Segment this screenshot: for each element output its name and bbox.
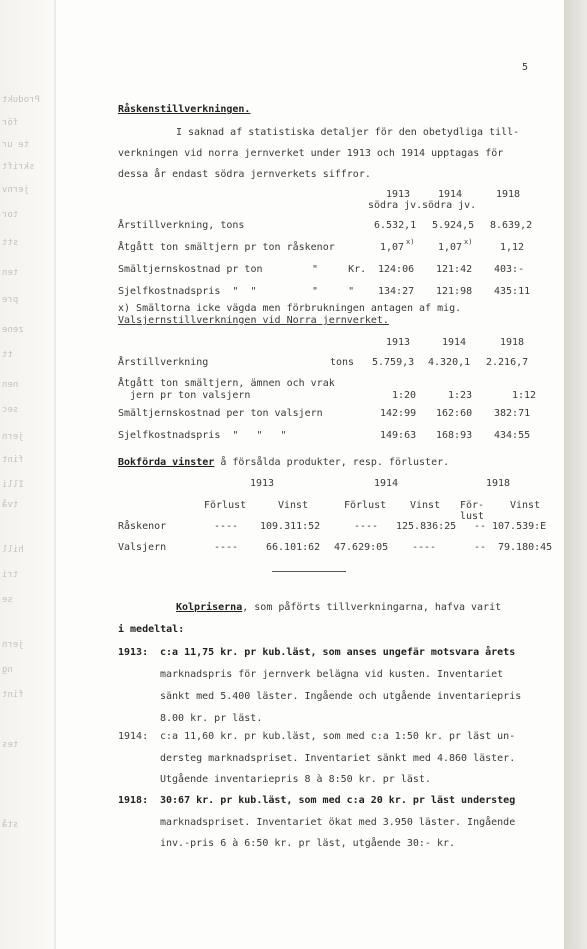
cell-value: ---- — [412, 542, 437, 553]
year-header: 1914 — [438, 189, 463, 200]
cell-value: 434:55 — [494, 430, 531, 441]
row-label: Sjelfkostnadspris " " " — [118, 430, 287, 441]
cell-value: 162:60 — [436, 408, 473, 419]
row-label: Smältjernskostnad per ton valsjern — [118, 408, 323, 419]
section-title-raskenor: Råskenstillverkningen. — [118, 104, 251, 115]
cell-value: 382:71 — [494, 408, 531, 419]
cell-value: 4.320,1 — [428, 357, 471, 368]
row-label: Årstillverkning — [118, 357, 209, 368]
section-title-kolpriser-rest: , som påförts tillverkningarna, hafva varit — [242, 602, 502, 613]
cell-value: 1:20 — [392, 390, 417, 401]
cell-value: 134:27 — [378, 286, 415, 297]
cell-value: 149:63 — [380, 430, 417, 441]
col-head: lust — [460, 511, 485, 522]
cell-value: 142:99 — [380, 408, 417, 419]
cell-value: 1:23 — [448, 390, 473, 401]
section-title-kolpriser — [176, 602, 501, 614]
cell-value: 1,07 — [438, 242, 463, 253]
section-title-kolpriser-underlined: Kolpriserna — [176, 602, 243, 613]
entry-line: marknadspriset. Inventariet ökat med 3.950 läster. Ingående — [160, 817, 516, 828]
subheader: södra jv. — [422, 200, 477, 211]
row-unit: tons — [330, 357, 355, 368]
intro-line: verkningen vid norra jernverket under 1913 och 1914 upptagas för — [118, 148, 504, 159]
cell-value: 2.216,7 — [486, 357, 529, 368]
cell-value: 125.836:25 — [396, 521, 457, 532]
section-title-valsjern: Valsjernstillverkningen vid Norra jernverket. — [118, 315, 389, 326]
cell-value: 6.532,1 — [374, 220, 417, 231]
year-header: 1914 — [374, 478, 399, 489]
cell-value: 79.180:45 — [498, 542, 553, 553]
row-label: Åtgått ton smältjern, ämnen och vrak — [118, 378, 335, 389]
row-label: Sjelfkostnadspris " " — [118, 286, 257, 297]
section-title-vinster — [118, 457, 449, 469]
col-head: Förlust — [204, 500, 247, 511]
entry-line: sänkt med 5.400 läster. Ingående och utgående inventariepris — [160, 691, 522, 702]
year-header: 1913 — [386, 337, 411, 348]
entry-line: 8.00 kr. pr läst. — [160, 713, 263, 724]
cell-value: 8.639,2 — [490, 220, 533, 231]
cell-value: 121:98 — [436, 286, 473, 297]
cell-value: 403:- — [494, 264, 525, 275]
row-label-cont: jern pr ton valsjern — [130, 390, 251, 401]
cell-value: 435:11 — [494, 286, 531, 297]
cell-value: 5.924,5 — [432, 220, 475, 231]
entry-line: marknadspris för jernverk belägna vid kusten. Inventariet — [160, 669, 504, 680]
subheader: södra jv. — [368, 200, 423, 211]
entry-line: Utgående inventariepris 8 à 8:50 kr. pr läst. — [160, 774, 431, 785]
row-unit: " Kr. — [312, 264, 367, 275]
col-head: Vinst — [278, 500, 309, 511]
cell-value: 1,12 — [500, 242, 525, 253]
entry-line: c:a 11,75 kr. pr kub.läst, som anses ungefär motsvara årets — [160, 647, 516, 658]
intro-line: dessa år endast södra jernverkets siffror. — [118, 169, 371, 180]
col-head: Förlust — [344, 500, 387, 511]
year-header: 1918 — [486, 478, 511, 489]
footnote-mark: x) — [464, 238, 473, 246]
row-label: Råskenor — [118, 521, 167, 532]
intro-line: i medeltal: — [118, 624, 185, 635]
entry-line: 30:67 kr. pr kub.läst, som med c:a 20 kr. pr läst understeg — [160, 795, 516, 806]
separator-line — [272, 571, 346, 572]
footnote: x) Smältorna icke vägda men förbrukningen antagen af mig. — [118, 303, 462, 314]
row-label: Årstillverkning, tons — [118, 220, 245, 231]
entry-year: 1913: — [118, 647, 149, 658]
col-head: Vinst — [510, 500, 541, 511]
cell-value: 107.539:E — [492, 521, 547, 532]
year-header: 1918 — [500, 337, 525, 348]
cell-value: ---- — [214, 542, 239, 553]
col-head: Vinst — [410, 500, 441, 511]
row-label: Smältjernskostnad pr ton — [118, 264, 263, 275]
section-title-vinster-underlined: Bokförda vinster — [118, 457, 215, 468]
cell-value: 1,07 — [380, 242, 405, 253]
cell-value: 109.311:52 — [260, 521, 321, 532]
year-header: 1914 — [442, 337, 467, 348]
cell-value: 1:12 — [512, 390, 537, 401]
cell-value: 121:42 — [436, 264, 473, 275]
year-header: 1913 — [250, 478, 275, 489]
cell-value: -- — [474, 542, 487, 553]
year-header: 1918 — [496, 189, 521, 200]
row-label: Åtgått ton smältjern pr ton råskenor — [118, 242, 335, 253]
row-label: Valsjern — [118, 542, 167, 553]
cell-value: 66.101:62 — [266, 542, 321, 553]
entry-line: inv.-pris 6 à 6:50 kr. pr läst, utgående 30:- kr. — [160, 838, 456, 849]
section-title-vinster-rest: å försålda produkter, resp. förluster. — [214, 457, 450, 468]
year-header: 1913 — [386, 189, 411, 200]
cell-value: -- — [474, 521, 487, 532]
cell-value: 47.629:05 — [334, 542, 389, 553]
cell-value: 168:93 — [436, 430, 473, 441]
cell-value: 124:06 — [378, 264, 415, 275]
cell-value: ---- — [214, 521, 239, 532]
intro-line: I saknad af statistiska detaljer för den obetydliga till- — [176, 127, 520, 138]
page-number: 5 — [522, 62, 529, 73]
col-head: För- — [460, 500, 485, 511]
footnote-mark: x) — [406, 238, 415, 246]
cell-value: ---- — [354, 521, 379, 532]
page-edge — [564, 0, 587, 949]
cell-value: 5.759,3 — [372, 357, 415, 368]
row-unit: " " — [312, 286, 355, 297]
entry-year: 1918: — [118, 795, 149, 806]
entry-line: c:a 11,60 kr. pr kub.läst, som med c:a 1:50 kr. pr läst un- — [160, 731, 516, 742]
facing-page-bleed-through: Produkt för te ur skrift jernv tor stt ten pre zene tt nen sec jern fint Illi två hill tri se jern ng fint tes stå — [0, 0, 54, 949]
entry-year: 1914: — [118, 731, 149, 742]
entry-line: dersteg marknadspriset. Inventariet sänkt med 4.860 läster. — [160, 753, 516, 764]
